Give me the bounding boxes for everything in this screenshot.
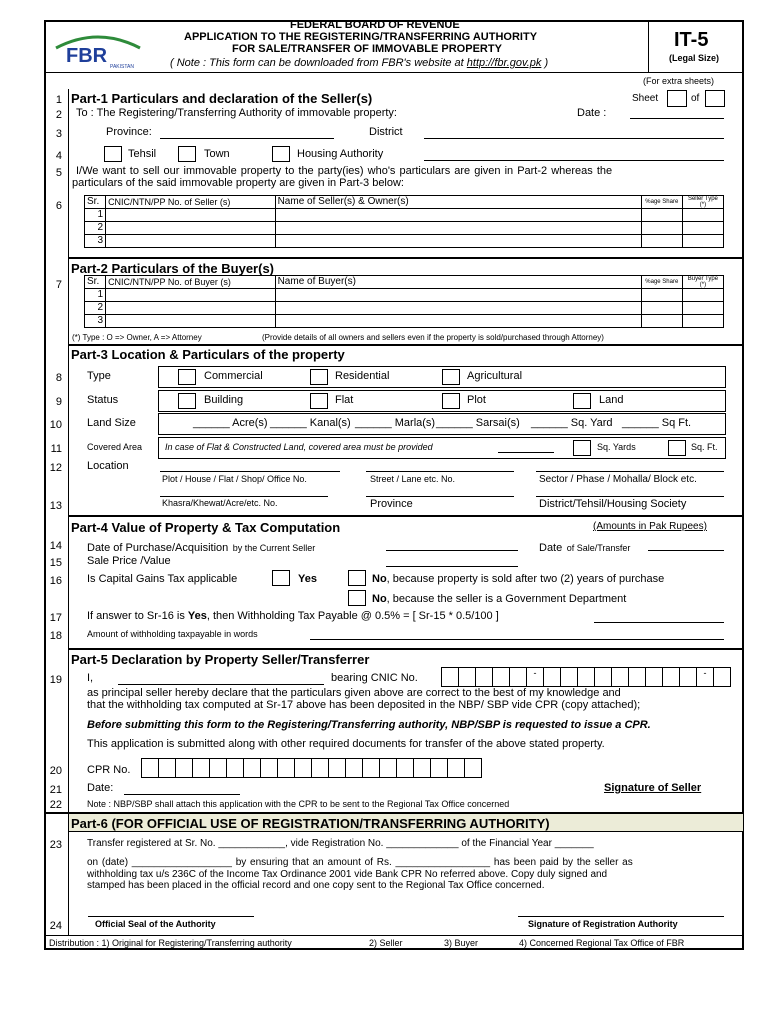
nbp-note: Note : NBP/SBP shall attach this application with the CPR to be sent to the Regional Tax Office concerned (87, 799, 510, 809)
sale-price-field[interactable] (386, 566, 518, 567)
header-line3: FOR SALE/TRANSFER OF IMMOVABLE PROPERTY (232, 43, 502, 55)
cpr-instruction: Before submitting this form to the Registering/Transferring authority, NBP/SBP is requested to issue a CPR. (87, 719, 651, 731)
sq-yard-field[interactable]: ______ Sq. Yard (531, 417, 613, 429)
table-header: Buyer Type (*) (682, 276, 723, 289)
buyer-table (84, 275, 724, 328)
distribution-2: 2) Seller (369, 938, 403, 948)
status-label: Status (87, 394, 119, 406)
row-number: 24 (49, 920, 62, 932)
purchase-date-label: Date of Purchase/Acquisition by the Current Seller (87, 542, 316, 554)
row-number: 19 (49, 674, 62, 686)
sheet-total-field[interactable] (705, 90, 725, 107)
table-cell[interactable] (682, 302, 723, 315)
svg-text:FBR: FBR (66, 45, 108, 67)
table-cell[interactable] (641, 289, 682, 302)
agricultural-label: Agricultural (467, 370, 523, 382)
building-label: Building (204, 394, 244, 406)
sq-yards-label: Sq. Yards (597, 442, 636, 452)
sq-ft-checkbox[interactable] (668, 440, 686, 456)
official-line4: stamped has been placed in the official record and one copy sent to the Regional Tax Office concerned. (87, 880, 545, 891)
table-row[interactable] (85, 235, 724, 248)
location-label: Location (87, 460, 129, 472)
province-field[interactable] (160, 138, 334, 139)
fbr-logo (52, 30, 144, 70)
table-cell[interactable] (682, 222, 723, 235)
official-seal-label: Official Seal of the Authority (95, 919, 216, 929)
amount-in-words-field[interactable] (310, 639, 724, 640)
footer-rule (44, 935, 744, 936)
fbr-logo-icon (52, 30, 144, 70)
row-number: 11 (50, 443, 62, 455)
table-cell[interactable] (682, 235, 723, 248)
table-header: Sr. (85, 276, 106, 289)
row-number: 5 (55, 167, 62, 179)
row-number: 17 (49, 612, 62, 624)
row-number: 8 (55, 372, 62, 384)
covered-area-note: In case of Flat & Constructed Land, covered area must be provided (165, 442, 433, 452)
table-cell[interactable] (275, 222, 641, 235)
flat-label: Flat (335, 394, 354, 406)
plot-number-caption: Plot / House / Flat / Shop/ Office No. (162, 474, 307, 484)
commercial-label: Commercial (204, 370, 263, 382)
row-number: 21 (49, 784, 62, 796)
seller-signature-label: Signature of Seller (604, 782, 702, 794)
withholding-tax-field[interactable] (594, 622, 724, 623)
location-province-field[interactable] (366, 496, 514, 497)
table-header: CNIC/NTN/PP No. of Seller (s) (106, 196, 276, 209)
row-number: 22 (49, 799, 62, 811)
sheet-label: Sheet (632, 93, 659, 104)
sq-ft-field[interactable]: ______ Sq Ft. (622, 417, 692, 429)
district-label: District (369, 126, 403, 138)
table-cell: 3 (85, 315, 106, 328)
district-field[interactable] (424, 138, 724, 139)
part5-title: Part-5 Declaration by Property Seller/Transferrer (71, 652, 370, 667)
part4-title: Part-4 Value of Property & Tax Computation (71, 520, 341, 535)
bearing-cnic-label: bearing CNIC No. (331, 672, 418, 684)
sheet-of-label: of (691, 93, 700, 104)
marla-field[interactable]: ______ Marla(s) (355, 417, 436, 429)
town-checkbox[interactable] (178, 146, 196, 162)
fbr-website-link[interactable]: http://fbr.gov.pk (466, 57, 542, 69)
seller-table (84, 195, 724, 248)
land-checkbox[interactable] (573, 393, 591, 409)
row-number: 23 (49, 839, 62, 851)
khasra-field[interactable] (160, 496, 328, 497)
declaration-line2: particulars of the said immovable property are given in Part-3 below: (72, 177, 404, 189)
table-header: CNIC/NTN/PP No. of Buyer (s) (106, 276, 276, 289)
official-line3: withholding tax u/s 236C of the Income Tax Ordinance 2001 vide Bank CPR No referred above. Copy duly signed and (87, 869, 608, 880)
table-row[interactable] (85, 222, 724, 235)
row-number: 9 (55, 396, 62, 408)
part6-title: Part-6 (FOR OFFICIAL USE OF REGISTRATION/TRANSFERRING AUTHORITY) (71, 816, 550, 831)
table-header-row (85, 196, 724, 209)
withholding-tax-label: If answer to Sr-16 is Yes, then Withholding Tax Payable @ 0.5% = [ Sr-15 * 0.5/100 ] (87, 610, 499, 622)
cgt-label: Is Capital Gains Tax applicable (87, 573, 238, 585)
table-header: Name of Seller(s) & Owner(s) (275, 196, 641, 209)
addressee-text: To : The Registering/Transferring Authority of immovable property: (76, 107, 397, 119)
row-number: 20 (49, 765, 62, 777)
table-cell[interactable] (682, 289, 723, 302)
table-header: %age Share (641, 276, 682, 289)
street-field[interactable] (366, 471, 514, 472)
authority-signature-label: Signature of Registration Authority (528, 919, 678, 929)
row-number: 2 (55, 109, 62, 121)
table-cell[interactable] (106, 302, 276, 315)
header-bottom-rule (44, 72, 744, 73)
district-caption: District/Tehsil/Housing Society (539, 498, 687, 510)
table-row[interactable] (85, 289, 724, 302)
table-cell[interactable] (275, 235, 641, 248)
table-header: %age Share (641, 196, 682, 209)
row-number: 4 (55, 150, 62, 162)
form-code: IT-5 (674, 29, 709, 51)
type-footnote: (*) Type : O => Owner, A => Attorney (72, 333, 202, 342)
table-cell[interactable] (275, 209, 641, 222)
section-rule (68, 257, 744, 259)
table-cell: 3 (85, 235, 106, 248)
authority-signature-line (518, 916, 724, 917)
tehsil-label: Tehsil (128, 148, 157, 160)
purchase-date-field[interactable] (386, 550, 518, 551)
street-caption: Street / Lane etc. No. (370, 474, 456, 484)
cgt-no-two-years-label: No, because property is sold after two (2) years of purchase (372, 573, 665, 585)
table-cell[interactable] (275, 315, 641, 328)
town-label: Town (204, 148, 230, 160)
official-line2: on (date) __________________ by ensuring that an amount of Rs. _________________ has been paid by the seller as (87, 857, 633, 868)
declaration-line1: as principal seller hereby declare that the particulars given above are correct to the best of my knowledge and (87, 687, 621, 699)
table-cell[interactable] (641, 302, 682, 315)
svg-text:PAKISTAN: PAKISTAN (110, 64, 134, 70)
sector-caption: Sector / Phase / Mohalla/ Block etc. (539, 474, 697, 485)
table-cell: 1 (85, 209, 106, 222)
sector-field[interactable] (536, 471, 724, 472)
official-line1: Transfer registered at Sr. No. ____________, vide Registration No. _____________ of the Financial Year _______ (87, 838, 594, 849)
table-cell[interactable] (641, 315, 682, 328)
covered-area-field[interactable] (498, 452, 554, 453)
row-number: 1 (55, 94, 62, 106)
date-field[interactable] (630, 118, 724, 119)
section-rule (68, 515, 744, 517)
flat-checkbox[interactable] (310, 393, 328, 409)
date-label: Date : (577, 107, 607, 119)
table-cell[interactable] (106, 289, 276, 302)
part6-title-rule (68, 831, 744, 832)
table-cell: 1 (85, 289, 106, 302)
distribution-1: Distribution : 1) Original for Registering/Transferring authority (49, 938, 292, 948)
table-cell[interactable] (641, 222, 682, 235)
province-caption: Province (370, 498, 413, 510)
sq-ft-label: Sq. Ft. (691, 442, 718, 452)
acre-field[interactable]: ______ Acre(s) (193, 417, 268, 429)
section-rule (68, 344, 744, 346)
header-divider (648, 20, 649, 72)
land-size-label: Land Size (87, 417, 136, 429)
table-row[interactable] (85, 209, 724, 222)
distribution-4: 4) Concerned Regional Tax Office of FBR (519, 938, 685, 948)
table-cell[interactable] (106, 209, 276, 222)
form-size: (Legal Size) (669, 53, 720, 63)
owners-footnote: (Provide details of all owners and sellers even if the property is sold/purchased through Attorney) (262, 333, 604, 342)
table-cell: 2 (85, 302, 106, 315)
cpr-cells[interactable] (142, 758, 482, 778)
row-number: 10 (49, 419, 62, 431)
row-number: 18 (49, 630, 62, 642)
table-row[interactable] (85, 302, 724, 315)
khasra-caption: Khasra/Khewat/Acre/etc. No. (162, 498, 278, 508)
building-checkbox[interactable] (178, 393, 196, 409)
housing-authority-checkbox[interactable] (272, 146, 290, 162)
cgt-yes-label: Yes (298, 573, 317, 585)
header-line1: FEDERAL BOARD OF REVENUE (290, 19, 460, 31)
declaration-line1: I/We want to sell our immovable property to the party(ies) who's particulars are given in Part-2 whereas the (76, 165, 613, 177)
row-number: 13 (49, 500, 62, 512)
sale-date-field[interactable] (648, 550, 724, 551)
seller-date-label: Date: (87, 782, 114, 794)
cgt-yes-checkbox[interactable] (272, 570, 290, 586)
agricultural-checkbox[interactable] (442, 369, 460, 385)
part1-title: Part-1 Particulars and declaration of the Seller(s) (71, 91, 373, 106)
table-cell[interactable] (106, 222, 276, 235)
commercial-checkbox[interactable] (178, 369, 196, 385)
cgt-no-government-checkbox[interactable] (348, 590, 366, 606)
row-number: 15 (49, 557, 62, 569)
cgt-no-two-years-checkbox[interactable] (348, 570, 366, 586)
cnic-cells[interactable]: - - (442, 667, 731, 687)
seal-line (88, 916, 254, 917)
declaration-line2: that the withholding tax computed at Sr-17 above has been deposited in the NBP/ SBP vide CPR (copy attached); (87, 699, 641, 711)
table-header: Name of Buyer(s) (275, 276, 641, 289)
sarsai-field[interactable]: ______ Sarsai(s) (436, 417, 520, 429)
part2-title: Part-2 Particulars of the Buyer(s) (71, 261, 275, 276)
declarant-prefix: I, (87, 672, 94, 684)
table-cell[interactable] (641, 235, 682, 248)
plot-checkbox[interactable] (442, 393, 460, 409)
table-cell[interactable] (106, 235, 276, 248)
row-number: 7 (55, 279, 62, 291)
plot-number-field[interactable] (160, 471, 340, 472)
type-label: Type (87, 370, 111, 382)
row-number: 14 (49, 540, 62, 552)
left-column-divider (68, 89, 69, 936)
authority-name-field[interactable] (424, 160, 724, 161)
covered-area-label: Covered Area (87, 442, 143, 452)
header-line2: APPLICATION TO THE REGISTERING/TRANSFERRING AUTHORITY (184, 31, 538, 43)
land-label: Land (599, 394, 624, 406)
amounts-note: (Amounts in Pak Rupees) (593, 521, 707, 532)
tehsil-checkbox[interactable] (104, 146, 122, 162)
residential-checkbox[interactable] (310, 369, 328, 385)
residential-label: Residential (335, 370, 390, 382)
declarant-name-field[interactable] (118, 684, 324, 685)
cpr-no-label: CPR No. (87, 764, 131, 776)
cgt-no-government-label: No, because the seller is a Government Department (372, 593, 627, 605)
amount-in-words-label: Amount of withholding taxpayable in words (87, 629, 258, 639)
distribution-3: 3) Buyer (444, 938, 479, 948)
sale-price-label: Sale Price /Value (87, 555, 171, 567)
row-number: 3 (55, 128, 62, 140)
location-district-field[interactable] (536, 496, 724, 497)
table-header: Seller Type (*) (682, 196, 723, 209)
table-cell[interactable] (275, 302, 641, 315)
section-rule (68, 648, 744, 650)
seller-date-field[interactable] (124, 794, 240, 795)
header-note: ( Note : This form can be downloaded from FBR's website at http://fbr.gov.pk ) (170, 57, 549, 69)
table-cell: 2 (85, 222, 106, 235)
sale-date-label: Date of Sale/Transfer (539, 542, 631, 554)
table-header: Sr. (85, 196, 106, 209)
table-cell[interactable] (682, 315, 723, 328)
table-cell[interactable] (275, 289, 641, 302)
row-number: 12 (49, 462, 62, 474)
sq-yards-checkbox[interactable] (573, 440, 591, 456)
plot-label: Plot (467, 394, 486, 406)
row-number: 16 (49, 575, 62, 587)
part3-title: Part-3 Location & Particulars of the property (71, 347, 345, 362)
table-cell[interactable] (682, 209, 723, 222)
table-header-row (85, 276, 724, 289)
housing-authority-label: Housing Authority (297, 148, 384, 160)
table-cell[interactable] (106, 315, 276, 328)
table-cell[interactable] (641, 209, 682, 222)
table-row[interactable] (85, 315, 724, 328)
sheet-number-field[interactable] (667, 90, 687, 107)
province-label: Province: (106, 126, 152, 138)
extra-sheets-label: (For extra sheets) (643, 76, 715, 86)
submission-statement: This application is submitted along with other required documents for transfer of the above stated property. (87, 738, 605, 750)
kanal-field[interactable]: ______ Kanal(s) (270, 417, 351, 429)
row-number: 6 (55, 200, 62, 212)
